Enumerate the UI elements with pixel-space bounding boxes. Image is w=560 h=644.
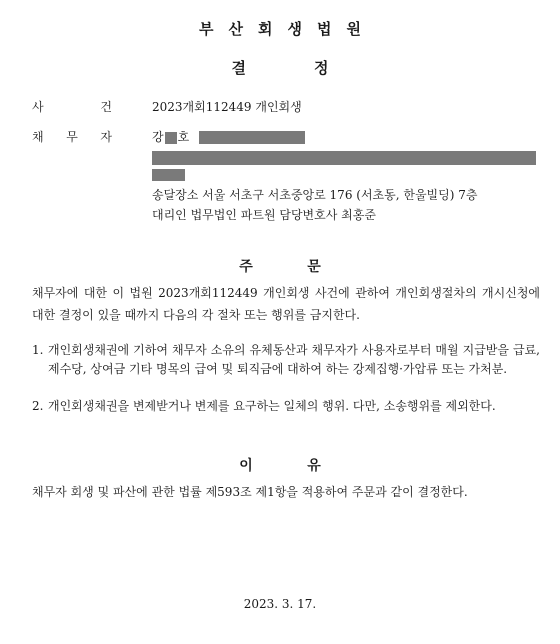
label-char: 자 <box>100 130 112 144</box>
debtor-name-last: 호 <box>177 130 190 144</box>
redacted-registration <box>199 131 305 144</box>
court-name: 부산회생법원 <box>199 20 376 38</box>
order-item-1 <box>32 341 540 379</box>
reason-heading <box>0 455 560 475</box>
order-item-text: 개인회생채권에 기하여 채무자 소유의 유체동산과 채무자가 사용자로부터 매월 지급받을 급료, 제수당, 상여금 기타 명목의 급여 및 퇴직금에 대하여 하는 강제집행·가압류 또는 가처분. <box>48 343 540 376</box>
redacted-address <box>152 151 536 165</box>
label-char: 채 <box>32 130 44 144</box>
service-address: 송달장소 서울 서초구 서초중앙로 176 (서초동, 한울빌딩) 7층 <box>152 188 478 202</box>
redacted-address-continued <box>152 169 185 181</box>
decision-date: 2023. 3. 17. <box>243 597 317 611</box>
order-item-text: 개인회생채권을 변제받거나 변제를 요구하는 일체의 행위. 다만, 소송행위를 제외한다. <box>48 399 496 413</box>
label-char: 사 <box>32 100 44 114</box>
order-heading-1: 주 <box>239 259 253 275</box>
order-item-2 <box>32 397 540 416</box>
agent: 대리인 법무법인 파트원 담당변호사 최홍준 <box>152 208 376 222</box>
order-text: 채무자에 대한 이 법원 2023개회112449 개인회생 사건에 관하여 개인회생절차의 개시신청에 대한 결정이 있을 때까지 다음의 각 절차 또는 행위를 금지한다. <box>32 286 540 322</box>
debtor-name <box>152 129 305 145</box>
redacted-name-middle <box>165 132 177 144</box>
label-char: 무 <box>66 130 78 144</box>
case-label <box>32 99 112 115</box>
debtor-label <box>32 129 112 145</box>
order-item-number: 1. <box>32 343 44 357</box>
debtor-name-first: 강 <box>152 130 164 144</box>
order-heading <box>0 256 560 276</box>
reason-heading-2: 유 <box>307 458 321 474</box>
label-char: 건 <box>100 100 112 114</box>
order-item-number: 2. <box>32 399 44 413</box>
order-heading-2: 문 <box>307 259 321 275</box>
reason-heading-1: 이 <box>239 458 253 474</box>
case-value: 2023개회112449 개인회생 <box>152 100 302 114</box>
document-title: 결정 <box>231 59 397 77</box>
reason-text: 채무자 회생 및 파산에 관한 법률 제593조 제1항을 적용하여 주문과 같이 결정한다. <box>32 485 468 499</box>
